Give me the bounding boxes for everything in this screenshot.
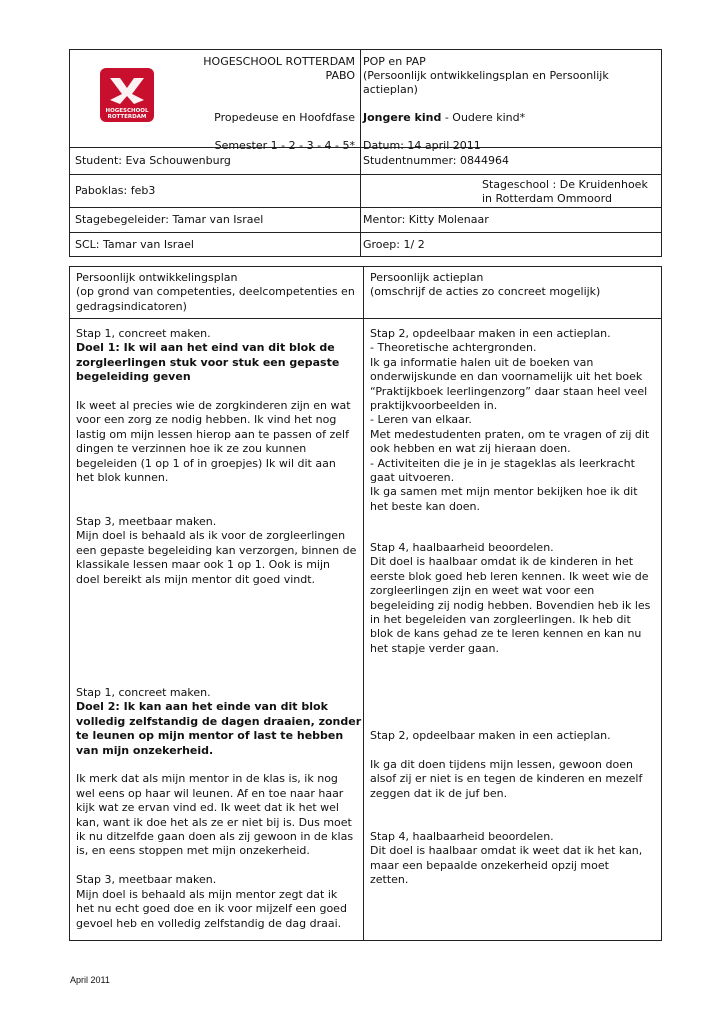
svg-text:ROTTERDAM: ROTTERDAM	[107, 114, 147, 120]
date-label: Datum: 14 april 2011	[363, 139, 481, 152]
plan-column-divider	[363, 267, 364, 940]
header-row-divider	[70, 174, 661, 175]
plan-header-divider	[70, 318, 661, 319]
stageschool: Stageschool : De Kruidenhoek in Rotterdam Ommoord	[482, 178, 648, 205]
goal2-step2: Stap 2, opdeelbaar maken in een actieplan. Ik ga dit doen tijdens mijn lessen, gewoon doen alsof zij er niet is en tegen de kinderen en mezelf zeggen dat ik de juf ben.	[370, 729, 643, 800]
goal1-step3: Stap 3, meetbaar maken. Mijn doel is behaald als ik voor de zorgleerlingen een gepaste begeleiding kan verzorgen, binnen de klassikale lessen maar ook 1 op 1. Ook is mijn doel bereikt als mijn mentor dit goed vindt.	[76, 515, 357, 586]
goal1-step4: Stap 4, haalbaarheid beoordelen. Dit doel is haalbaar omdat ik de kinderen in het eerste blok goed heb leren kennen. Ik weet wie de zorgleerlingen zijn en weet wat voor een begeleiding zij nodig hebben. Bovendien heb ik les in het begeleiden van zorgleerlingen. Ik heb dit blok de kans gehad ze te leren kennen en kan nu het stapje verder gaan.	[370, 541, 651, 655]
pop-title: POP en PAP (Persoonlijk ontwikkelingsplan en Persoonlijk actieplan)	[363, 55, 609, 96]
goal1-step2: Stap 2, opdeelbaar maken in een actieplan. - Theoretische achtergronden. Ik ga informatie halen uit de boeken van onderwijskunde en dan voornamelijk uit het boek “Praktijkboek leerlingenzorg” daar staan heel veel praktijkvoorbeelden in. - Leren van elkaar. Met medestudenten praten, om te vragen of zij dit ook hebben en wat zij hieraan doen. - Activiteiten die je in je stageklas als leerkracht gaat uitvoeren. Ik ga samen met mijn mentor bekijken hoe ik dit het beste kan doen.	[370, 327, 650, 513]
page-footer: April 2011	[70, 975, 110, 985]
left-column-header: Persoonlijk ontwikkelingsplan (op grond van competenties, deelcompetenties en gedragsindicatoren)	[76, 271, 355, 313]
hogeschool-logo	[100, 68, 154, 122]
goal1-step1: Stap 1, concreet maken. Doel 1: Ik wil aan het eind van dit blok de zorgleerlingen stuk voor stuk een gepaste begeleiding geven Ik weet al precies wie de zorgkinderen zijn en wat voor een zorg ze nodig hebben. Ik vind het nog lastig om mijn lessen hierop aan te passen of zelf dingen te verzinnen hoe ik ze zou kunnen begeleiden (1 op 1 of in groepjes) Ik wil dit aan het blok kunnen.	[76, 327, 351, 485]
stagebegeleider: Stagebegeleider: Tamar van Israel	[75, 213, 264, 226]
right-column-header: Persoonlijk actieplan (omschrijf de acties zo concreet mogelijk)	[370, 271, 601, 299]
svg-text:HOGESCHOOL: HOGESCHOOL	[105, 108, 149, 114]
goal2-step4: Stap 4, haalbaarheid beoordelen. Dit doel is haalbaar omdat ik weet dat ik het kan, maar een bepaalde onzekerheid opzij moet zetten.	[370, 830, 643, 887]
header-row-divider	[70, 207, 661, 208]
groep: Groep: 1/ 2	[363, 238, 425, 251]
institution-name: HOGESCHOOL ROTTERDAM PABO	[203, 55, 355, 82]
semester-label: Semester 1 - 2 - 3 - 4 - 5*	[214, 139, 355, 152]
goal2-step1: Stap 1, concreet maken. Doel 2: Ik kan aan het einde van dit blok volledig zelfstandig de dagen draaien, zonder te leunen op mijn mentor of last te hebben van mijn onzekerheid. Ik merk dat als mijn mentor in de klas is, ik nog wel eens op haar wil leunen. Af en toe naar haar kijk wat ze ervan vind ed. Ik weet dat ik het wel kan, want ik doe het als ze er niet bij is. Dus moet ik nu ditzelfde gaan doen als zij gewoon in de klas is, en eens stoppen met mijn onzekerheid. Stap 3, meetbaar maken. Mijn doel is behaald als mijn mentor zegt dat ik het nu echt goed doe en ik voor mijzelf een goed gevoel heb en volledig zelfstandig de dag draai.	[76, 686, 362, 930]
header-column-divider	[360, 50, 361, 256]
header-row-divider	[70, 232, 661, 233]
student-name: Student: Eva Schouwenburg	[75, 154, 231, 167]
age-group: Jongere kind - Oudere kind*	[363, 111, 526, 124]
program-label: Propedeuse en Hoofdfase	[214, 111, 355, 124]
scl: SCL: Tamar van Israel	[75, 238, 194, 251]
header-table	[69, 49, 662, 257]
student-number: Studentnummer: 0844964	[363, 154, 509, 167]
plan-table	[69, 266, 662, 941]
paboklas: Paboklas: feb3	[75, 184, 156, 197]
mentor: Mentor: Kitty Molenaar	[363, 213, 489, 226]
